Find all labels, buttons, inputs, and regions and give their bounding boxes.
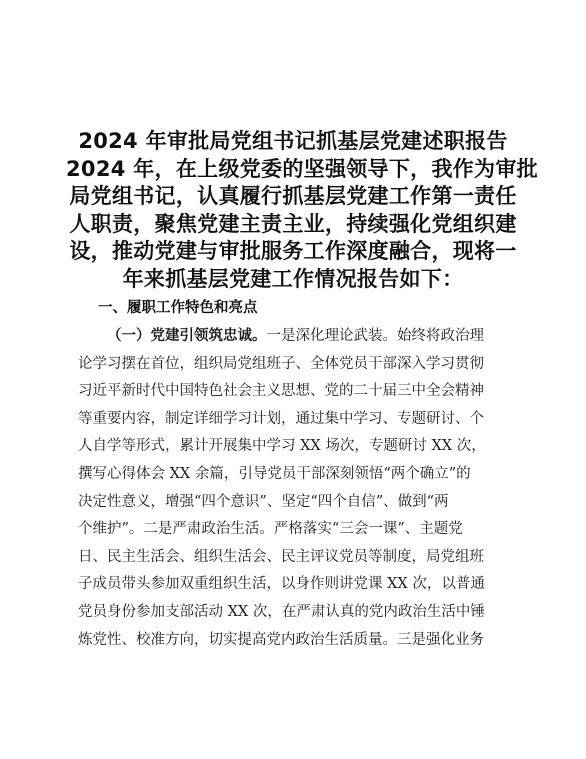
body-line: 习近平新时代中国特色社会主义思想、党的二十届三中全会精神 — [78, 383, 484, 400]
body-line: 人自学等形式，累计开展集中学习 XX 场次，专题研讨 XX 次， — [78, 438, 486, 455]
body-line: 撰写心得体会 XX 余篇，引导党员干部深刻领悟“两个确立”的 — [78, 465, 471, 482]
intro-line: 2024 年，在上级党委的坚强领导下，我作为审批 — [66, 156, 538, 181]
body-text — [78, 323, 510, 654]
intro-line: 局党组书记，认真履行抓基层党建工作第一责任 — [69, 184, 517, 208]
report-title-block — [66, 128, 538, 293]
body-line: 日、民主生活会、组织生活会、民主评议党员等制度，局党组班 — [78, 548, 484, 565]
report-title: 2024 年审批局党组书记抓基层党建述职报告 — [78, 129, 508, 153]
section-heading: 一、履职工作特色和亮点 — [98, 300, 258, 316]
body-line: 炼党性、校准方向，切实提高党内政治生活质量。三是强化业务 — [78, 631, 484, 648]
body-line: 决定性意义，增强“四个意识”、坚定“四个自信”、做到“两 — [78, 493, 449, 510]
body-line: 论学习摆在首位，组织局党组班子、全体党员干部深入学习贯彻 — [78, 355, 484, 372]
body-line: 子成员带头参加双重组织生活，以身作则讲党课 XX 次，以普通 — [78, 576, 485, 593]
intro-line: 设，推动党建与审批服务工作深度融合，现将一 — [69, 239, 517, 263]
intro-line: 年来抓基层党建工作情况报告如下： — [122, 266, 464, 291]
body-paragraph-first-line — [78, 323, 510, 351]
subsection-heading: （一）党建引领筑忠诚。 — [107, 328, 267, 344]
body-line: 个维护”。二是严肃政治生活。严格落实“三会一课”、主题党 — [78, 521, 463, 538]
body-line-text: 一是深化理论武装。始终将政治理 — [266, 328, 484, 344]
body-line: 党员身份参加支部活动 XX 次，在严肃认真的党内政治生活中锤 — [78, 603, 485, 620]
intro-line: 人职责，聚焦党建主责主业，持续强化党组织建 — [69, 211, 517, 236]
body-line: 等重要内容，制定详细学习计划，通过集中学习、专题研讨、个 — [78, 410, 484, 427]
